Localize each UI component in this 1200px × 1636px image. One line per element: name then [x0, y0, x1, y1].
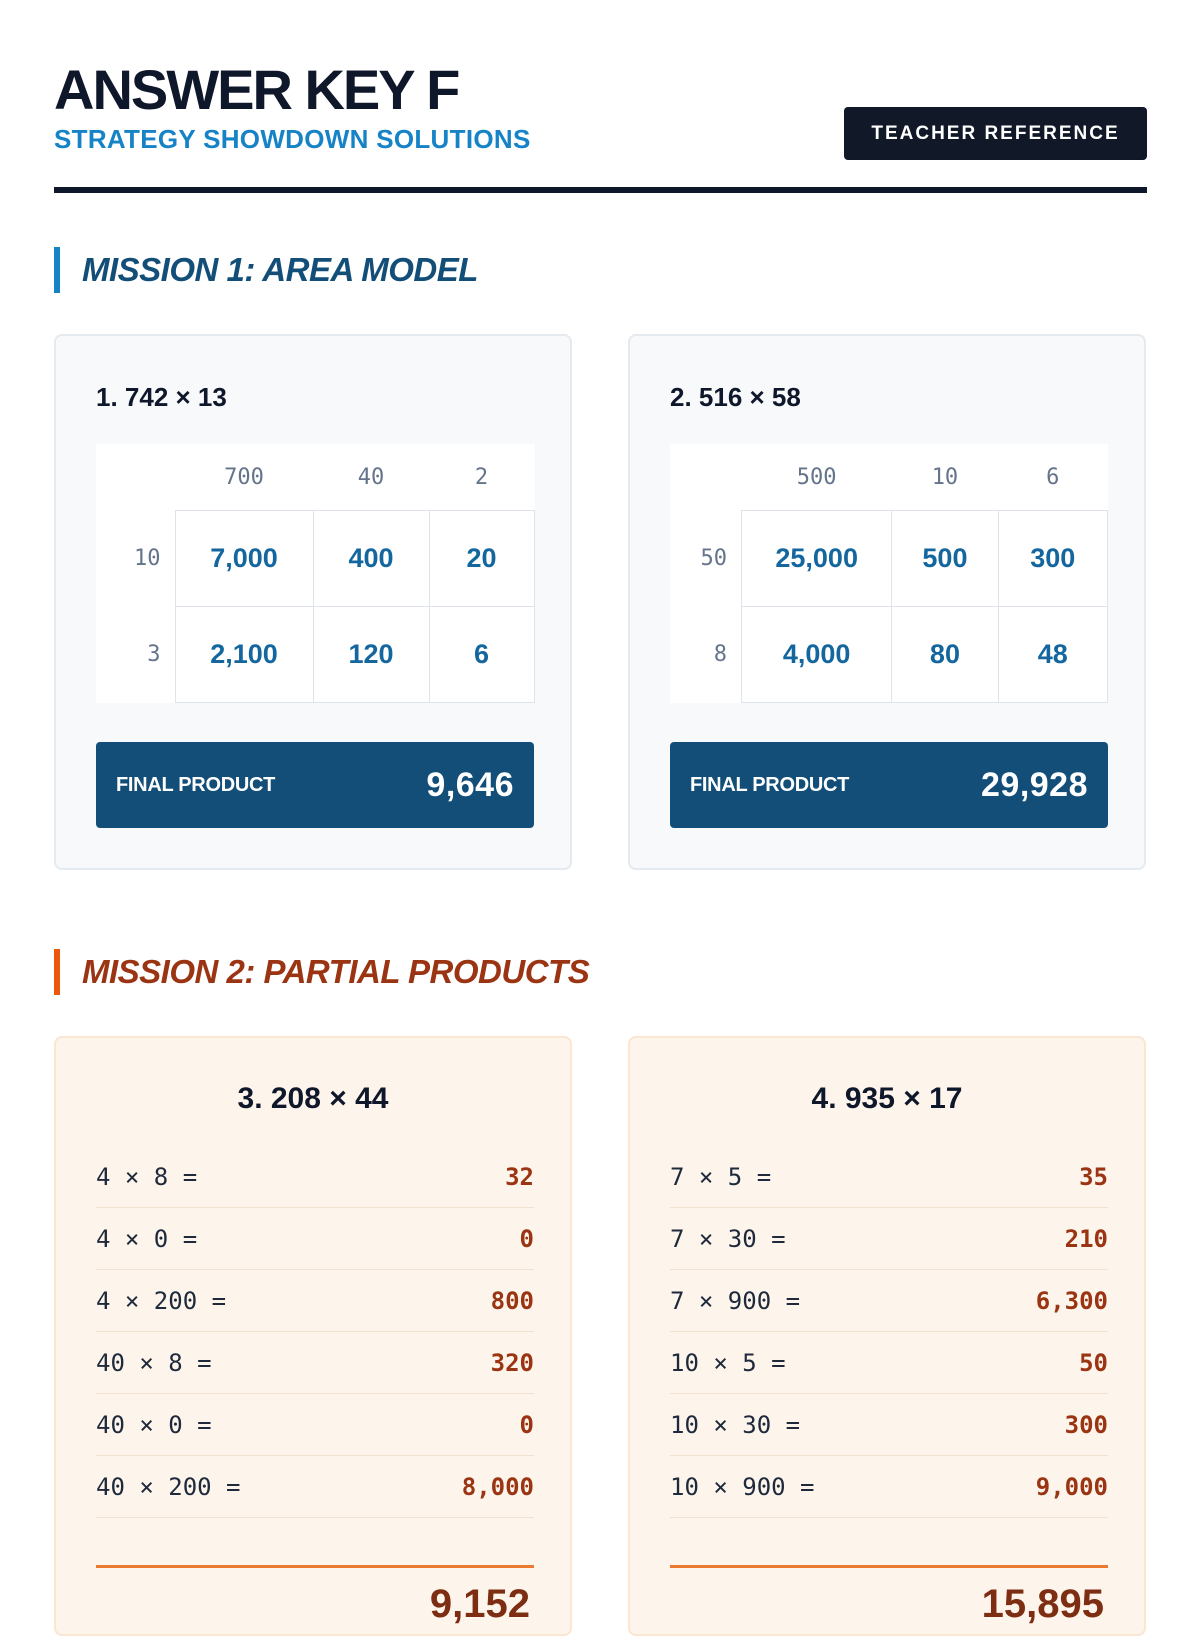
- page-header: [54, 0, 1147, 192]
- mission-2-heading: MISSION 2: PARTIAL PRODUCTS: [54, 949, 589, 995]
- column-header: 500: [796, 464, 837, 490]
- partial-result: 8,000: [461, 1472, 534, 1501]
- area-cell: 300: [998, 511, 1107, 607]
- partial-equation: 40 × 8 =: [96, 1348, 212, 1377]
- total-divider: [670, 1565, 1108, 1568]
- problem-label: 2. 516 × 58: [670, 382, 801, 412]
- partial-result: 50: [1079, 1348, 1108, 1377]
- partial-equation: 40 × 0 =: [96, 1410, 212, 1439]
- list-item: [670, 1394, 1108, 1456]
- list-item: [96, 1208, 534, 1270]
- partial-result: 0: [519, 1410, 534, 1439]
- list-item: [96, 1270, 534, 1332]
- area-cell: 4,000: [742, 607, 892, 703]
- area-model-card-1: [54, 334, 572, 870]
- area-cell: 25,000: [742, 511, 892, 607]
- area-cell: 20: [429, 511, 534, 607]
- partial-products-list: [96, 1146, 534, 1518]
- final-product-label: FINAL PRODUCT: [116, 774, 276, 796]
- row-header: 8: [713, 642, 728, 667]
- list-item: [670, 1332, 1108, 1394]
- area-cell: 6: [429, 607, 534, 703]
- partial-products-list: [670, 1146, 1108, 1518]
- final-product-value: 9,646: [426, 766, 514, 804]
- answer-key-page: [54, 0, 1147, 1626]
- area-cell: 120: [313, 607, 429, 703]
- problem-label: 4. 935 × 17: [811, 1082, 963, 1115]
- final-product-bar: [96, 742, 534, 828]
- partial-equation: 4 × 8 =: [96, 1162, 198, 1191]
- partial-result: 300: [1064, 1410, 1108, 1439]
- partial-equation: 10 × 5 =: [670, 1348, 786, 1377]
- partial-result: 0: [519, 1224, 534, 1253]
- partial-result: 210: [1064, 1224, 1108, 1253]
- final-product-value: 29,928: [981, 766, 1088, 804]
- total-divider: [96, 1565, 534, 1568]
- partial-result: 320: [490, 1348, 534, 1377]
- area-cell: 400: [313, 511, 429, 607]
- row-header: 3: [147, 642, 161, 667]
- list-item: [96, 1456, 534, 1518]
- column-header: 700: [224, 464, 264, 490]
- partial-result: 800: [490, 1286, 534, 1315]
- list-item: [670, 1208, 1108, 1270]
- list-item: [670, 1270, 1108, 1332]
- area-model-grid: [96, 444, 535, 703]
- column-header: 2: [474, 464, 489, 490]
- problem-label: 3. 208 × 44: [237, 1082, 389, 1115]
- partial-products-card-4: [628, 1036, 1146, 1636]
- area-cell: 2,100: [175, 607, 313, 703]
- list-item: [96, 1146, 534, 1208]
- column-header: 40: [357, 464, 385, 490]
- partial-equation: 4 × 200 =: [96, 1286, 227, 1315]
- partial-products-total: 15,895: [981, 1582, 1104, 1626]
- partial-equation: 10 × 900 =: [670, 1472, 815, 1501]
- partial-products-total: 9,152: [429, 1582, 530, 1626]
- teacher-reference-badge: TEACHER REFERENCE: [844, 107, 1147, 160]
- area-cell: 48: [998, 607, 1107, 703]
- final-product-bar: [670, 742, 1108, 828]
- list-item: [670, 1456, 1108, 1518]
- partial-result: 6,300: [1035, 1286, 1108, 1315]
- partial-equation: 7 × 900 =: [670, 1286, 801, 1315]
- area-model-grid: [670, 444, 1108, 703]
- mission-1-heading: MISSION 1: AREA MODEL: [54, 247, 478, 293]
- partial-equation: 10 × 30 =: [670, 1410, 801, 1439]
- row-header: 50: [700, 546, 728, 571]
- list-item: [670, 1146, 1108, 1208]
- partial-result: 32: [505, 1162, 534, 1191]
- partial-products-card-3: [54, 1036, 572, 1636]
- column-header: 10: [931, 464, 959, 490]
- final-product-label: FINAL PRODUCT: [690, 774, 850, 796]
- page-subtitle: STRATEGY SHOWDOWN SOLUTIONS: [54, 124, 531, 154]
- partial-equation: 4 × 0 =: [96, 1224, 198, 1253]
- column-header: 6: [1046, 464, 1060, 490]
- list-item: [96, 1394, 534, 1456]
- row-header: 10: [134, 546, 161, 571]
- area-cell: 500: [892, 511, 998, 607]
- page-title: ANSWER KEY F: [54, 58, 459, 121]
- partial-result: 35: [1079, 1162, 1108, 1191]
- area-cell: 80: [892, 607, 998, 703]
- partial-equation: 7 × 5 =: [670, 1162, 772, 1191]
- header-divider: [54, 187, 1147, 193]
- area-cell: 7,000: [175, 511, 313, 607]
- partial-equation: 40 × 200 =: [96, 1472, 241, 1501]
- partial-result: 9,000: [1035, 1472, 1108, 1501]
- problem-label: 1. 742 × 13: [96, 382, 227, 412]
- list-item: [96, 1332, 534, 1394]
- partial-equation: 7 × 30 =: [670, 1224, 786, 1253]
- area-model-card-2: [628, 334, 1146, 870]
